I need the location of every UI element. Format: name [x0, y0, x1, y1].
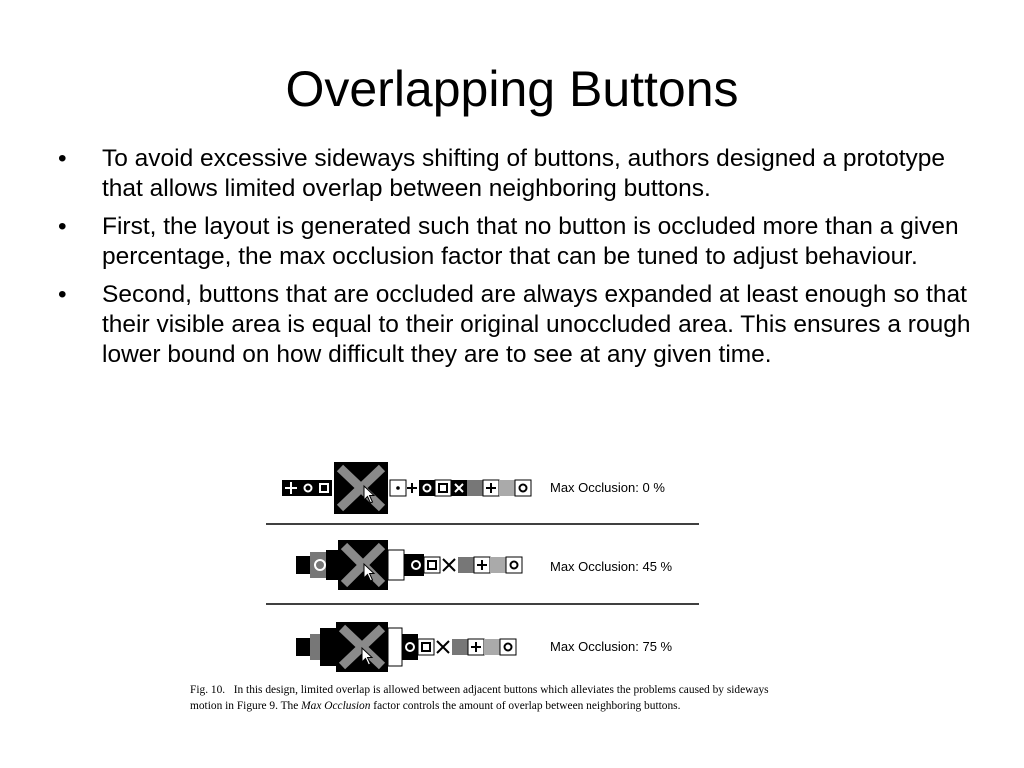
- figure-illustration: [186, 458, 786, 678]
- occlusion-figure: [186, 458, 786, 736]
- bullet-list: [58, 144, 973, 378]
- caption-term: Max Occlusion: [301, 700, 371, 712]
- max-occlusion-label-0: Max Occlusion: 0 %: [550, 480, 665, 495]
- caption-fig-number: Fig. 10.: [190, 684, 226, 696]
- row-0-percent-buttons: [282, 462, 531, 514]
- bullet-item: • To avoid excessive sideways shifting of buttons, authors designed a prototype that allows limited overlap between neighboring buttons.: [58, 144, 973, 204]
- max-occlusion-label-75: Max Occlusion: 75 %: [550, 639, 673, 654]
- caption-text-end: factor controls the amount of overlap between neighboring buttons.: [370, 700, 681, 712]
- max-occlusion-label-45: Max Occlusion: 45 %: [550, 559, 673, 574]
- figure-caption: [190, 682, 790, 714]
- slide-title: Overlapping Buttons: [285, 61, 739, 117]
- row-45-percent-buttons: [296, 540, 522, 590]
- bullet-item: • First, the layout is generated such that no button is occluded more than a given percentage, the max occlusion factor that can be tuned to adjust behaviour.: [58, 212, 973, 272]
- caption-text: In this design, limited overlap is allowed between adjacent buttons which alleviates the problems caused by sideways motion in Figure 9. The: [190, 684, 769, 712]
- row-75-percent-buttons: [296, 622, 516, 672]
- bullet-item: • Second, buttons that are occluded are always expanded at least enough so that their visible area is equal to their original unoccluded area. This ensures a rough lower bound on how difficult they are to see at any given time.: [58, 280, 973, 370]
